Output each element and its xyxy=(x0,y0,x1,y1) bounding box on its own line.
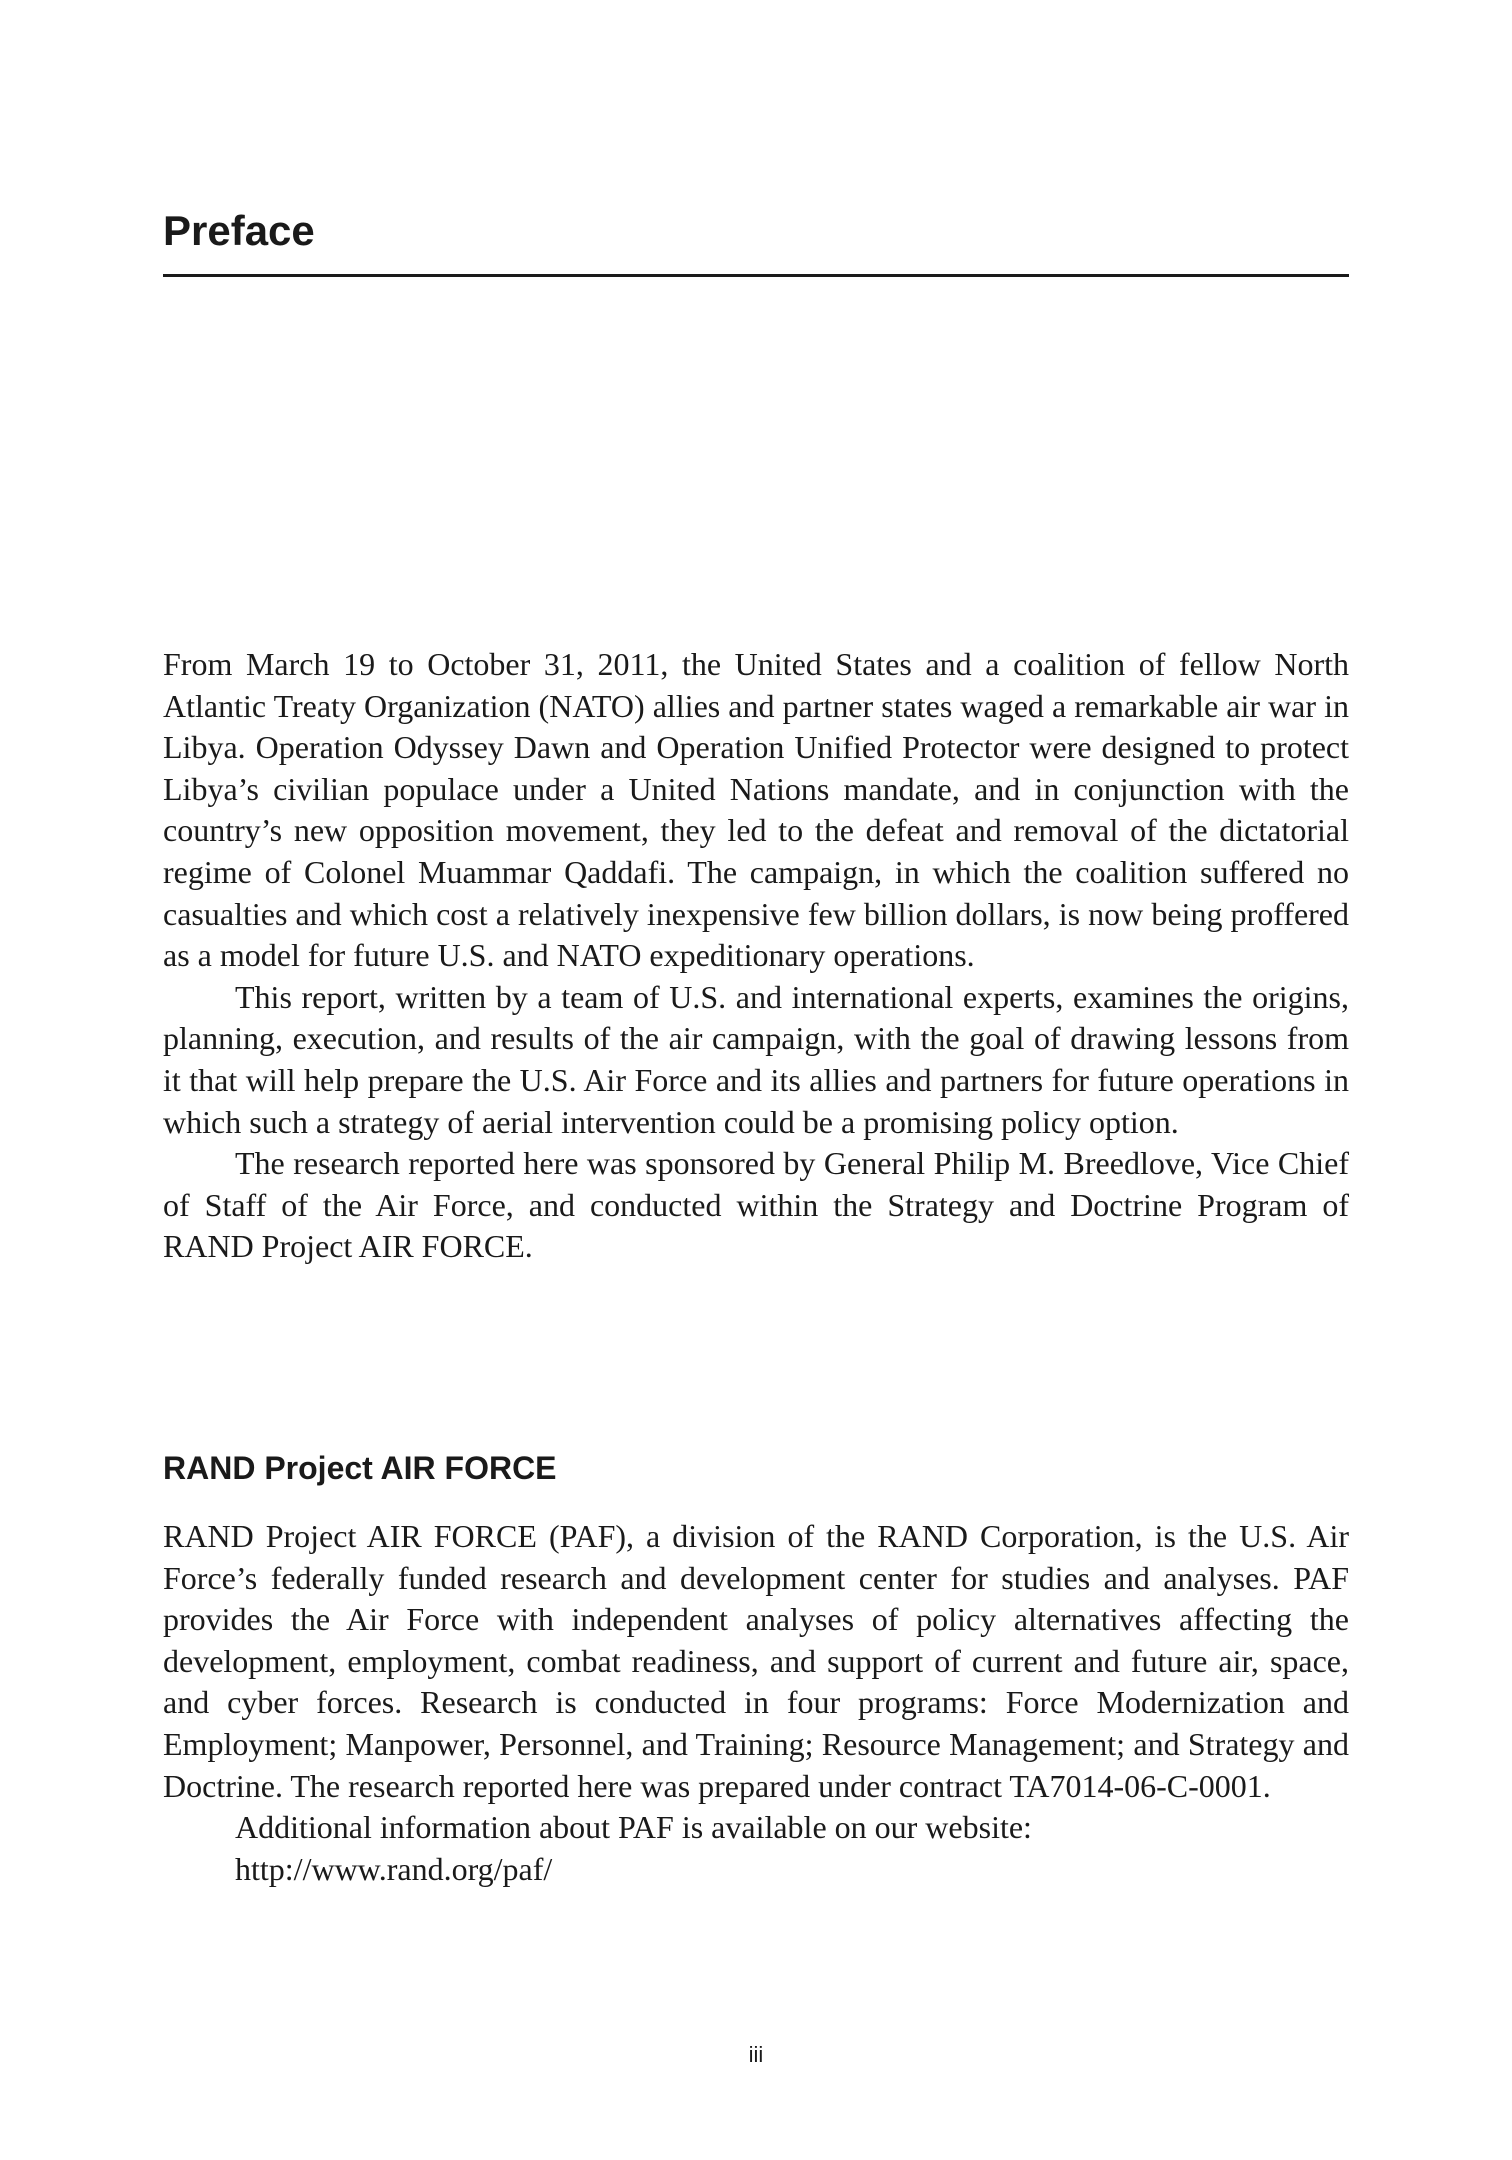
preface-paragraph-3: The research reported here was sponsored by General Philip M. Breedlove, Vice Chief of Staff of the Air Force, and conducted within the Strategy and Doctrine Program of RAND Project AIR FORCE. xyxy=(163,1145,1349,1265)
chapter-title: Preface xyxy=(163,207,315,254)
paf-paragraph: RAND Project AIR FORCE (PAF), a division of the RAND Corporation, is the U.S. Air Force’s federally funded research and development center for studies and analyses. PAF provides the Air Force with independent analyses of policy alternatives affecting the development, employment, combat readiness, and support of current and future air, space, and cyber forces. Research is conducted in four programs: Force Modernization and Employment; Manpower, Personnel, and Training; Resource Management; and Strategy and Doctrine. The research reported here was prepared under contract TA7014-06-C-0001. xyxy=(163,1518,1349,1804)
preface-paragraph-1: From March 19 to October 31, 2011, the United States and a coalition of fellow North Atlantic Treaty Organization (NATO) allies and partner states waged a remarkable air war in Libya. Operation Odyssey Dawn and Operation Unified Protector were designed to protect Libya’s civilian populace under a United Nations mandate, and in conjunction with the country’s new opposition movement, they led to the defeat and removal of the dictatorial regime of Colonel Muammar Qaddafi. The campaign, in which the coalition suffered no casualties and which cost a relatively inexpensive few billion dollars, is now being proffered as a model for future U.S. and NATO expeditionary operations. xyxy=(163,646,1349,974)
title-rule xyxy=(163,274,1349,277)
preface-paragraph-2: This report, written by a team of U.S. and international experts, examines the origins, planning, execution, and results of the air campaign, with the goal of drawing lessons from it that will help prepare the U.S. Air Force and its allies and partners for future operations in which such a strategy of aerial intervention could be a promising policy option. xyxy=(163,978,1349,1140)
preface-body xyxy=(163,644,1349,1268)
page-number: iii xyxy=(748,2042,764,2067)
paf-website-link[interactable]: http://www.rand.org/paf/ xyxy=(235,1850,553,1887)
paf-info-line: Additional information about PAF is available on our website: xyxy=(235,1809,1032,1846)
section-heading-paf: RAND Project AIR FORCE xyxy=(163,1450,557,1486)
paf-body xyxy=(163,1516,1349,1890)
